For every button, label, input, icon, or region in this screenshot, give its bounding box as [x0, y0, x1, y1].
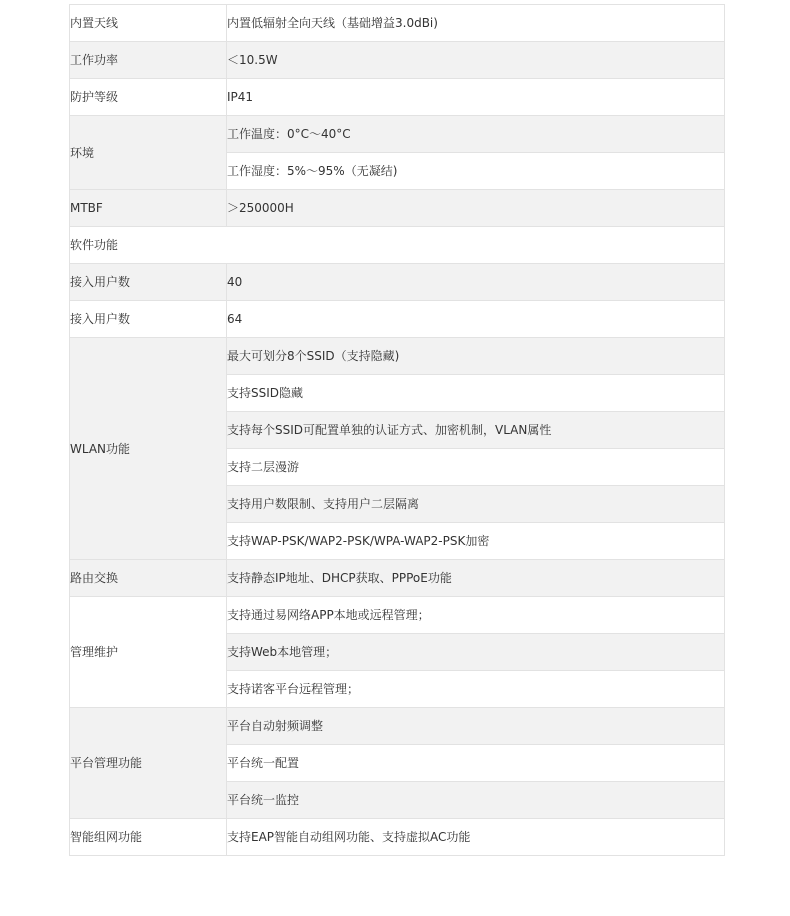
row-value: 支持诺客平台远程管理； [227, 671, 725, 708]
row-value: 工作温度：0°C～40°C [227, 116, 725, 153]
row-value: 内置低辐射全向天线（基础增益3.0dBi) [227, 5, 725, 42]
row-label: MTBF [70, 190, 227, 227]
table-row [70, 116, 725, 153]
row-value: 支持Web本地管理； [227, 634, 725, 671]
row-value: 平台自动射频调整 [227, 708, 725, 745]
row-label: 智能组网功能 [70, 819, 227, 856]
row-value: 平台统一配置 [227, 745, 725, 782]
row-label: 内置天线 [70, 5, 227, 42]
row-label: 接入用户数 [70, 301, 227, 338]
table-row [70, 227, 725, 264]
table-row [70, 79, 725, 116]
table-row [70, 190, 725, 227]
table-row [70, 597, 725, 634]
row-value: 工作湿度：5%～95%（无凝结) [227, 153, 725, 190]
row-label: WLAN功能 [70, 338, 227, 560]
row-value: 支持用户数限制、支持用户二层隔离 [227, 486, 725, 523]
row-label: 工作功率 [70, 42, 227, 79]
spec-table [69, 4, 725, 856]
table-row [70, 264, 725, 301]
table-row [70, 301, 725, 338]
row-value: IP41 [227, 79, 725, 116]
table-row [70, 42, 725, 79]
row-label: 平台管理功能 [70, 708, 227, 819]
row-label: 防护等级 [70, 79, 227, 116]
row-value: 64 [227, 301, 725, 338]
row-value: ＜10.5W [227, 42, 725, 79]
row-value: 支持每个SSID可配置单独的认证方式、加密机制，VLAN属性 [227, 412, 725, 449]
row-value: 支持SSID隐藏 [227, 375, 725, 412]
row-label: 环境 [70, 116, 227, 190]
row-value: 支持通过易网络APP本地或远程管理； [227, 597, 725, 634]
row-value: 平台统一监控 [227, 782, 725, 819]
table-row [70, 5, 725, 42]
table-row [70, 338, 725, 375]
row-value: 最大可划分8个SSID（支持隐藏) [227, 338, 725, 375]
table-row [70, 560, 725, 597]
row-value: 支持静态IP地址、DHCP获取、PPPoE功能 [227, 560, 725, 597]
row-value: 支持WAP-PSK/WAP2-PSK/WPA-WAP2-PSK加密 [227, 523, 725, 560]
row-value: 40 [227, 264, 725, 301]
table-row [70, 708, 725, 745]
row-value: 支持二层漫游 [227, 449, 725, 486]
row-value: 支持EAP智能自动组网功能、支持虚拟AC功能 [227, 819, 725, 856]
row-value: ＞250000H [227, 190, 725, 227]
row-label: 接入用户数 [70, 264, 227, 301]
row-label: 管理维护 [70, 597, 227, 708]
table-row [70, 819, 725, 856]
row-label: 路由交换 [70, 560, 227, 597]
section-heading: 软件功能 [70, 227, 725, 264]
